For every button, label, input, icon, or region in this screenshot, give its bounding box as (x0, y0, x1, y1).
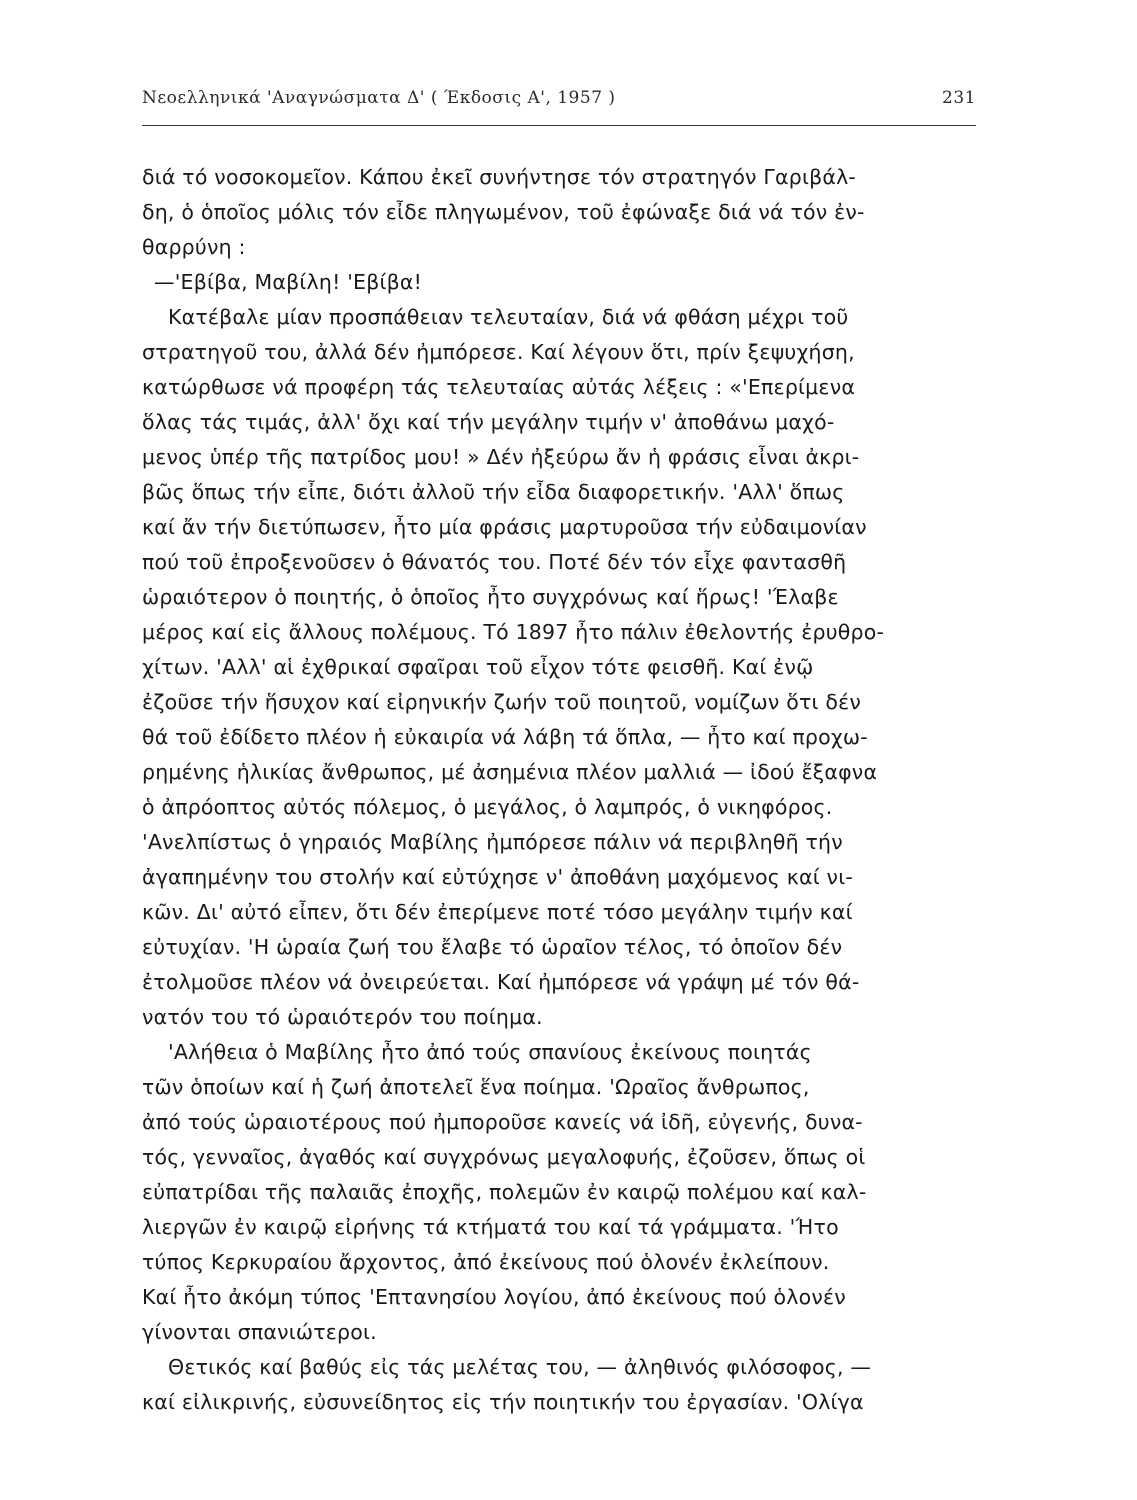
text-line: ἀγαπημένην του στολήν καί εὐτύχησε ν' ἀποθάνη μαχόμενος καί νι- (142, 865, 853, 889)
text-line: ὁ ἀπρόοπτος αὐτός πόλεμος, ὁ μεγάλος, ὁ λαμπρός, ὁ νικηφόρος. (142, 795, 833, 819)
text-line: χίτων. 'Αλλ' αἱ ἐχθρικαί σφαῖραι τοῦ εἶχον τότε φεισθῆ. Καί ἐνῷ (142, 655, 814, 679)
text-line: θαρρύνη : (142, 235, 246, 259)
page-header (142, 88, 976, 118)
text-line: ἐτολμοῦσε πλέον νά ὀνειρεύεται. Καί ἠμπόρεσε νά γράψη μέ τόν θά- (142, 970, 860, 994)
text-line: κατώρθωσε νά προφέρη τάς τελευταίας αὐτάς λέξεις : «'Επερίμενα (142, 375, 856, 399)
text-line: ρημένης ἡλικίας ἄνθρωπος, μέ ἀσημένια πλέον μαλλιά — ἰδού ἔξαφνα (142, 760, 878, 784)
paragraph-start-line: Κατέβαλε μίαν προσπάθειαν τελευταίαν, διά νά φθάση μέχρι τοῦ (168, 305, 849, 329)
text-line: στρατηγοῦ του, ἀλλά δέν ἠμπόρεσε. Καί λέγουν ὅτι, πρίν ξεψυχήση, (142, 340, 855, 364)
text-line: εὐπατρίδαι τῆς παλαιᾶς ἐποχῆς, πολεμῶν ἐν καιρῷ πολέμου καί καλ- (142, 1180, 867, 1204)
text-line: πού τοῦ ἐπροξενοῦσεν ὁ θάνατός του. Ποτέ δέν τόν εἶχε φαντασθῆ (142, 550, 847, 574)
text-line: βῶς ὅπως τήν εἶπε, διότι ἀλλοῦ τήν εἶδα διαφορετικήν. 'Αλλ' ὅπως (142, 480, 845, 504)
paragraph-start-line: Θετικός καί βαθύς εἰς τάς μελέτας του, — ἀληθινός φιλόσοφος, — (168, 1355, 872, 1379)
text-line: μενος ὑπέρ τῆς πατρίδος μου! » Δέν ἠξεύρω ἄν ἡ φράσις εἶναι ἀκρι- (142, 445, 860, 469)
header-rule (142, 125, 976, 126)
text-line: νατόν του τό ὡραιότερόν του ποίημα. (142, 1005, 543, 1029)
text-line: ἐζοῦσε τήν ἥσυχον καί εἰρηνικήν ζωήν τοῦ ποιητοῦ, νομίζων ὅτι δέν (142, 690, 862, 714)
text-line: καί εἰλικρινής, εὐσυνείδητος εἰς τήν ποιητικήν του ἐργασίαν. 'Ολίγα (142, 1390, 864, 1414)
text-line: κῶν. Δι' αὐτό εἶπεν, ὅτι δέν ἐπερίμενε ποτέ τόσο μεγάλην τιμήν καί (142, 900, 853, 924)
dialogue-line: —'Εβίβα, Μαβίλη! 'Εβίβα! (154, 270, 423, 294)
paragraph-start-line: 'Αλήθεια ὁ Μαβίλης ἦτο ἀπό τούς σπανίους ἐκείνους ποιητάς (168, 1040, 812, 1064)
text-line: τῶν ὁποίων καί ἡ ζωή ἀποτελεῖ ἕνα ποίημα. 'Ωραῖος ἄνθρωπος, (142, 1075, 810, 1099)
text-line: γίνονται σπανιώτεροι. (142, 1320, 377, 1344)
text-line: λιεργῶν ἐν καιρῷ εἰρήνης τά κτήματά του καί τά γράμματα. 'Ήτο (142, 1215, 839, 1239)
text-line: 'Ανελπίστως ὁ γηραιός Μαβίλης ἠμπόρεσε πάλιν νά περιβληθῆ τήν (142, 830, 843, 854)
text-line: εὐτυχίαν. 'Η ὡραία ζωή του ἔλαβε τό ὡραῖον τέλος, τό ὁποῖον δέν (142, 935, 843, 959)
body-text (142, 160, 982, 1420)
text-line: καί ἄν τήν διετύπωσεν, ἦτο μία φράσις μαρτυροῦσα τήν εὐδαιμονίαν (142, 515, 867, 539)
text-line: θά τοῦ ἐδίδετο πλέον ἡ εὐκαιρία νά λάβη τά ὅπλα, — ἦτο καί προχω- (142, 725, 868, 749)
text-line: τύπος Κερκυραίου ἄρχοντος, ἀπό ἐκείνους πού ὁλονέν ἐκλείπουν. (142, 1250, 830, 1274)
text-line: ὅλας τάς τιμάς, ἀλλ' ὄχι καί τήν μεγάλην τιμήν ν' ἀποθάνω μαχό- (142, 410, 835, 434)
page-number: 231 (942, 88, 976, 108)
text-line: ἀπό τούς ὡραιοτέρους πού ἠμποροῦσε κανείς νά ἰδῆ, εὐγενής, δυνα- (142, 1110, 863, 1134)
text-line: τός, γενναῖος, ἀγαθός καί συγχρόνως μεγαλοφυής, ἐζοῦσεν, ὅπως οἱ (142, 1145, 866, 1169)
running-title: Νεοελληνικά 'Αναγνώσματα Δ' ( Έκδοσις Α', 1957 ) (142, 88, 616, 108)
text-line: δη, ὁ ὁποῖος μόλις τόν εἶδε πληγωμένον, τοῦ ἐφώναξε διά νά τόν ἐν- (142, 200, 865, 224)
text-line: διά τό νοσοκομεῖον. Κάπου ἐκεῖ συνήντησε τόν στρατηγόν Γαριβάλ- (142, 165, 857, 189)
text-line: ὡραιότερον ὁ ποιητής, ὁ ὁποῖος ἦτο συγχρόνως καί ἥρως! 'Έλαβε (142, 585, 839, 609)
text-line: Καί ἦτο ἀκόμη τύπος 'Επτανησίου λογίου, ἀπό ἐκείνους πού ὁλονέν (142, 1285, 846, 1309)
text-line: μέρος καί εἰς ἄλλους πολέμους. Τό 1897 ἦτο πάλιν ἐθελοντής ἐρυθρο- (142, 620, 885, 644)
